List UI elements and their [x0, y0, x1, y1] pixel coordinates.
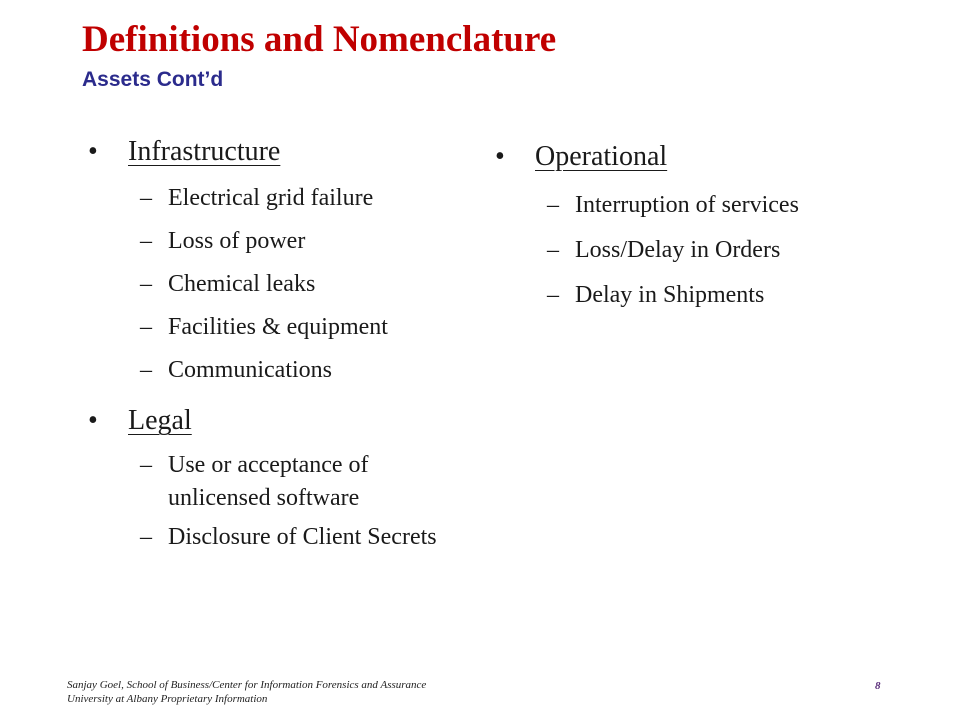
- footer-line-1: Sanjay Goel, School of Business/Center for Information Forensics and Assurance: [67, 679, 427, 691]
- sub-item-text: Loss/Delay in Orders: [575, 237, 781, 263]
- dash-icon: –: [140, 452, 152, 478]
- sub-item: [88, 225, 488, 258]
- sub-item-text: Electrical grid failure: [168, 185, 374, 211]
- sub-item: [88, 182, 488, 215]
- sub-item: [495, 189, 895, 222]
- right-column: [495, 137, 895, 312]
- sub-item: [88, 449, 458, 515]
- bullet-operational: [495, 137, 895, 177]
- bullet-heading: Infrastructure: [128, 136, 281, 167]
- sub-item-text: Use or acceptance of unlicensed software: [168, 452, 369, 511]
- dash-icon: –: [140, 185, 152, 211]
- left-column: [88, 132, 488, 554]
- footer-line-2: University at Albany Proprietary Information: [67, 693, 268, 705]
- sub-item-text: Facilities & equipment: [168, 314, 388, 340]
- bullet-heading: Operational: [535, 141, 668, 172]
- sub-item-text: Communications: [168, 357, 332, 383]
- slide-title: Definitions and Nomenclature: [82, 19, 557, 60]
- bullet-dot-icon: •: [88, 405, 98, 436]
- bullet-group-infrastructure: [88, 132, 488, 387]
- dash-icon: –: [140, 314, 152, 340]
- sub-item: [88, 311, 488, 344]
- dash-icon: –: [140, 228, 152, 254]
- slide-subtitle: Assets Cont’d: [82, 68, 224, 91]
- sub-item-text: Interruption of services: [575, 192, 799, 218]
- sub-item-text: Disclosure of Client Secrets: [168, 524, 437, 550]
- sub-item: [88, 521, 458, 554]
- sub-item: [495, 234, 895, 267]
- sub-item: [495, 279, 895, 312]
- bullet-dot-icon: •: [495, 141, 505, 172]
- sub-item-text: Loss of power: [168, 228, 306, 254]
- dash-icon: –: [547, 282, 559, 308]
- footer: [67, 678, 426, 706]
- sub-item: [88, 354, 488, 387]
- bullet-group-operational: [495, 137, 895, 312]
- dash-icon: –: [140, 524, 152, 550]
- sub-item-text: Delay in Shipments: [575, 282, 765, 308]
- dash-icon: –: [140, 357, 152, 383]
- page-number: 8: [875, 680, 881, 692]
- bullet-dot-icon: •: [88, 136, 98, 167]
- sub-item: [88, 268, 488, 301]
- dash-icon: –: [547, 237, 559, 263]
- bullet-infrastructure: [88, 132, 488, 172]
- dash-icon: –: [547, 192, 559, 218]
- bullet-legal: [88, 401, 488, 441]
- bullet-group-legal: [88, 401, 488, 554]
- sub-item-text: Chemical leaks: [168, 271, 316, 297]
- dash-icon: –: [140, 271, 152, 297]
- bullet-heading: Legal: [128, 405, 192, 436]
